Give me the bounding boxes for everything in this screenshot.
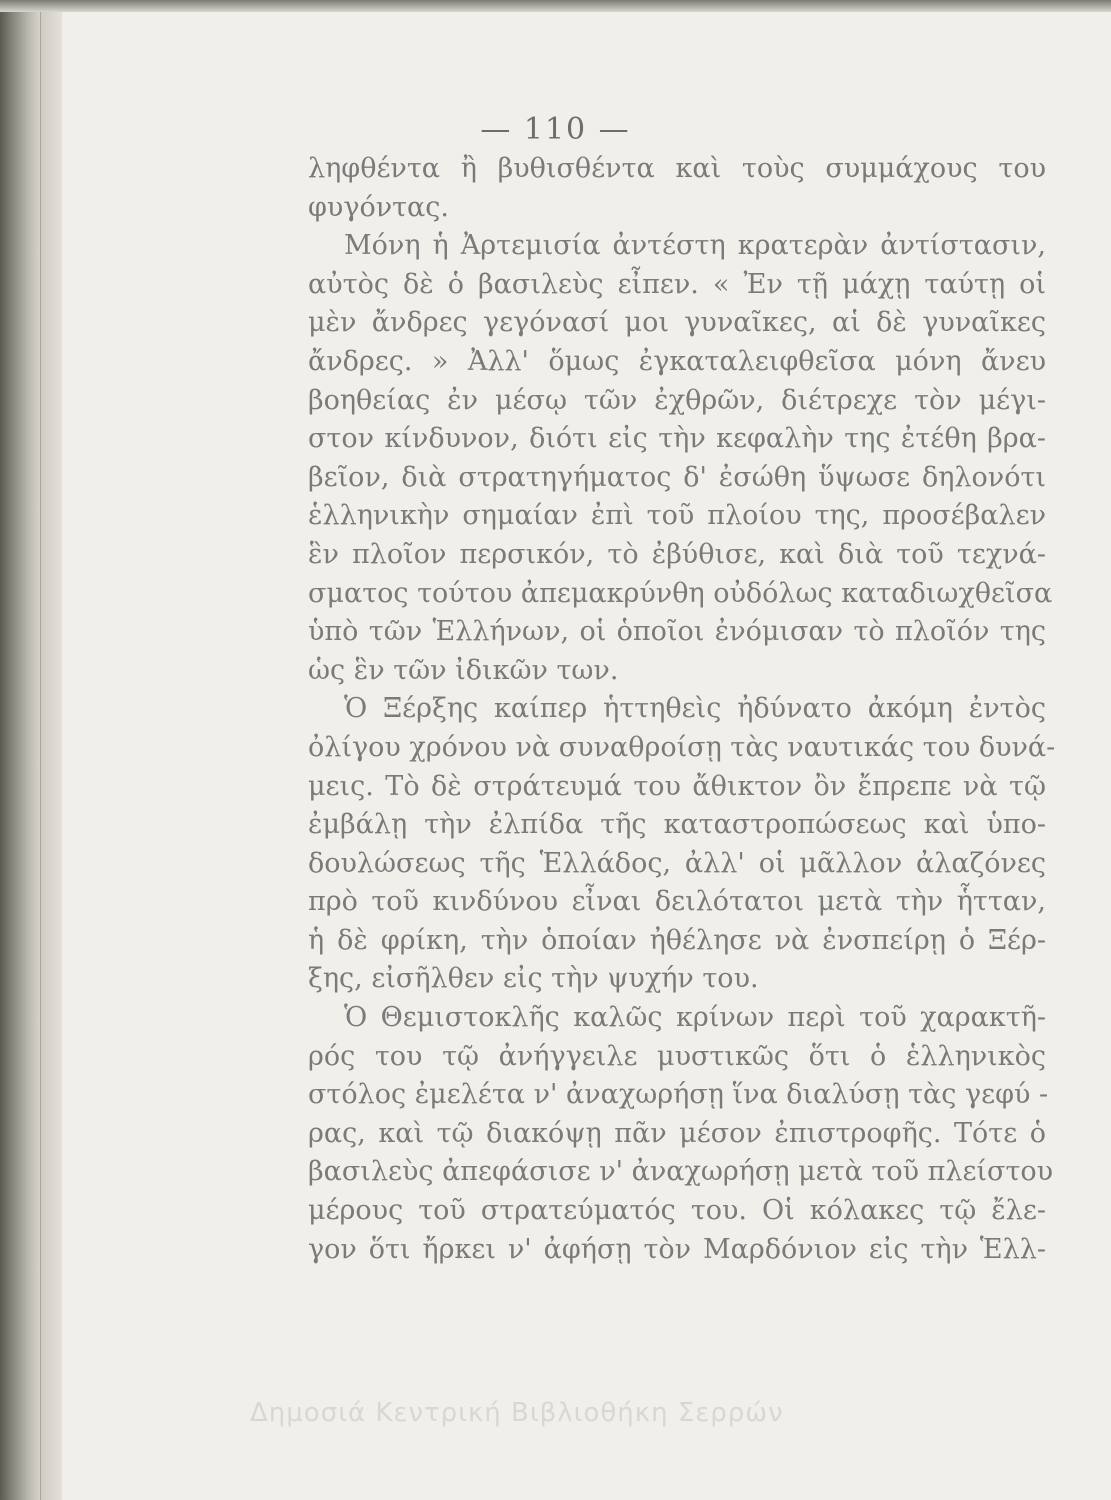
binding-gutter: [40, 0, 63, 1500]
page-top-edge: [0, 0, 1111, 12]
text-line: ὑπὸ τῶν Ἑλλήνων, οἱ ὁποῖοι ἐνόμισαν τὸ πλοῖόν της: [308, 616, 1046, 648]
text-line: μέρους τοῦ στρατεύματός του. Οἱ κόλακες τῷ ἔλε-: [308, 1195, 1046, 1227]
text-line: ξης, εἰσῆλθεν εἰς τὴν ψυχήν του.: [308, 963, 759, 995]
text-line: Μόνη ἡ Ἀρτεμισία ἀντέστη κρατερὰν ἀντίστασιν,: [344, 230, 1046, 262]
body-text: [308, 150, 1056, 1269]
text-line: Ὁ Θεμιστοκλῆς καλῶς κρίνων περὶ τοῦ χαρακτῆ-: [344, 1002, 1046, 1034]
text-line: βασιλεὺς ἀπεφάσισε ν' ἀναχωρήσῃ μετὰ τοῦ πλείστου: [308, 1156, 1054, 1188]
text-line: ρας, καὶ τῷ διακόψῃ πᾶν μέσον ἐπιστροφῆς. Τότε ὁ: [308, 1117, 1046, 1149]
text-line: πρὸ τοῦ κινδύνου εἶναι δειλότατοι μετὰ τὴν ἧτταν,: [308, 886, 1046, 918]
text-line: γον ὅτι ἤρκει ν' ἀφήσῃ τὸν Μαρδόνιον εἰς τὴν Ἑλλ-: [308, 1233, 1046, 1265]
text-line: μὲν ἄνδρες γεγόνασί μοι γυναῖκες, αἱ δὲ γυναῖκες: [308, 307, 1046, 339]
library-watermark: Δημοσιά Κεντρική Βιβλιοθήκη Σερρών: [250, 1398, 784, 1428]
text-line: στον κίνδυνον, διότι εἰς τὴν κεφαλὴν της ἐτέθη βρα-: [308, 423, 1046, 455]
text-line: σματος τούτου ἀπεμακρύνθη οὐδόλως καταδιωχθεῖσα: [308, 577, 1053, 609]
text-line: ἑλληνικὴν σημαίαν ἐπὶ τοῦ πλοίου της, προσέβαλεν: [308, 500, 1046, 532]
text-line: μεις. Τὸ δὲ στράτευμά του ἄθικτον ὂν ἔπρεπε νὰ τῷ: [308, 770, 1046, 802]
text-line: βοηθείας ἐν μέσῳ τῶν ἐχθρῶν, διέτρεχε τὸν μέγι-: [308, 384, 1046, 416]
text-line: ὀλίγου χρόνου νὰ συναθροίσῃ τὰς ναυτικάς του δυνά-: [308, 731, 1056, 763]
text-line: ἓν πλοῖον περσικόν, τὸ ἐβύθισε, καὶ διὰ τοῦ τεχνά-: [308, 538, 1046, 570]
text-line: ὡς ἓν τῶν ἰδικῶν των.: [308, 654, 619, 686]
text-line: ἄνδρες. » Ἀλλ' ὅμως ἐγκαταλειφθεῖσα μόνη ἄνευ: [308, 345, 1046, 377]
book-binding-edge: [0, 0, 40, 1500]
text-line: ρός του τῷ ἀνήγγειλε μυστικῶς ὅτι ὁ ἑλληνικὸς: [308, 1040, 1046, 1072]
text-line: ἡ δὲ φρίκη, τὴν ὁποίαν ἠθέλησε νὰ ἐνσπείρῃ ὁ Ξέρ-: [308, 924, 1046, 956]
text-line: Ὁ Ξέρξης καίπερ ἡττηθεὶς ἠδύνατο ἀκόμη ἐντὸς: [344, 693, 1046, 725]
text-line: ληφθέντα ἢ βυθισθέντα καὶ τοὺς συμμάχους του: [308, 153, 1046, 184]
text-line: δουλώσεως τῆς Ἑλλάδος, ἀλλ' οἱ μᾶλλον ἀλαζόνες: [308, 847, 1046, 879]
text-line: στόλος ἐμελέτα ν' ἀναχωρήσῃ ἵνα διαλύσῃ τὰς γεφύ -: [308, 1079, 1049, 1111]
page-number: — 110 —: [480, 112, 631, 147]
text-line: φυγόντας.: [308, 191, 449, 223]
text-line: βεῖον, διὰ στρατηγήματος δ' ἐσώθη ὕψωσε δηλονότι: [308, 461, 1046, 493]
text-line: αὐτὸς δὲ ὁ βασιλεὺς εἶπεν. « Ἐν τῇ μάχῃ ταύτῃ οἱ: [308, 268, 1046, 300]
text-line: ἐμβάλῃ τὴν ἐλπίδα τῆς καταστροπώσεως καὶ ὑπο-: [308, 809, 1046, 841]
